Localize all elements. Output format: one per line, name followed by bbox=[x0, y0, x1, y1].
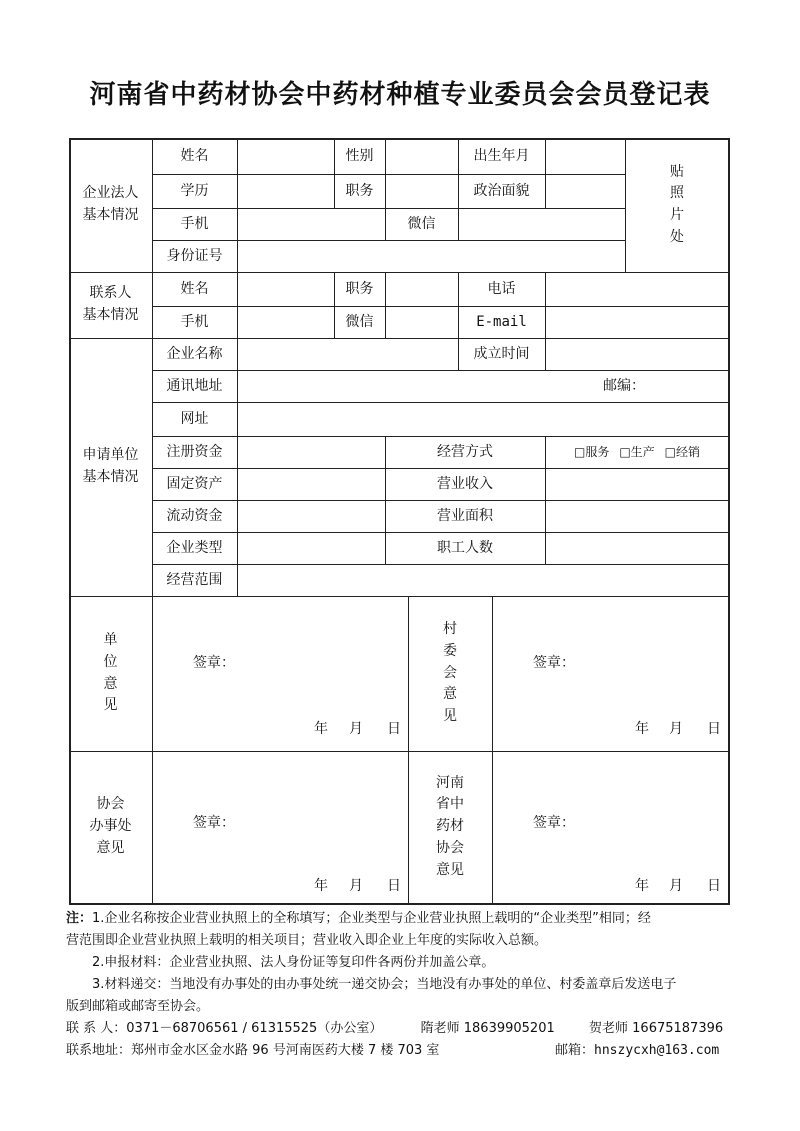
company-type-label: 企业类型 bbox=[166, 539, 223, 556]
email-line bbox=[555, 1039, 719, 1058]
teacher-sui: 隋老师 18639905201 bbox=[420, 1021, 555, 1036]
office-date-month: 月 bbox=[349, 878, 363, 894]
address-line bbox=[66, 1039, 439, 1058]
scope-field[interactable] bbox=[237, 564, 729, 596]
legal-id-label: 身份证号 bbox=[166, 247, 223, 264]
legal-birth-label: 出生年月 bbox=[473, 147, 530, 164]
teacher-he: 贺老师 16675187396 bbox=[589, 1021, 724, 1036]
current-capital-field[interactable] bbox=[237, 500, 385, 532]
footer-address: 郑州市金水区金水路 96 号河南医药大楼 7 楼 703 室 bbox=[131, 1043, 440, 1058]
legal-gender-field[interactable] bbox=[385, 138, 458, 174]
biz-mode-label: 经营方式 bbox=[437, 443, 493, 460]
association-opinion-label: 河南 省中 药材 协会 意见 bbox=[436, 774, 464, 878]
option-service[interactable]: □服务 bbox=[573, 444, 610, 459]
notes-label: 注： bbox=[66, 911, 93, 926]
revenue-label: 营业收入 bbox=[437, 475, 493, 492]
office-date-year: 年 bbox=[314, 878, 328, 894]
company-type-field[interactable] bbox=[237, 532, 385, 564]
founded-field[interactable] bbox=[545, 338, 729, 370]
founded-label: 成立时间 bbox=[473, 345, 530, 362]
contact-wechat-label: 微信 bbox=[345, 313, 374, 330]
contact-tel-label: 电话 bbox=[487, 280, 516, 297]
contact-name-field[interactable] bbox=[237, 272, 334, 306]
website-label: 网址 bbox=[180, 410, 209, 427]
village-date-day: 日 bbox=[707, 721, 721, 737]
address-label: 通讯地址 bbox=[166, 377, 223, 394]
company-name-label: 企业名称 bbox=[166, 345, 223, 362]
mail-label: 邮箱： bbox=[555, 1043, 595, 1058]
legal-name-field[interactable] bbox=[237, 138, 334, 174]
legal-wechat-label: 微信 bbox=[407, 215, 436, 232]
legal-birth-field[interactable] bbox=[545, 138, 625, 174]
company-name-field[interactable] bbox=[237, 338, 458, 370]
legal-position-label: 职务 bbox=[345, 182, 374, 199]
registration-form bbox=[69, 138, 730, 905]
legal-phone-field[interactable] bbox=[237, 208, 385, 240]
village-seal-label: 签章： bbox=[533, 655, 575, 671]
unit-section-label: 申请单位 基本情况 bbox=[82, 447, 139, 485]
unit-date-day: 日 bbox=[387, 721, 401, 737]
contact-tel-field[interactable] bbox=[545, 272, 729, 306]
scope-label: 经营范围 bbox=[166, 571, 223, 588]
staff-label: 职工人数 bbox=[437, 539, 493, 556]
office-date-day: 日 bbox=[387, 878, 401, 894]
contact-position-field[interactable] bbox=[385, 272, 458, 306]
note-1a: 1.企业名称按企业营业执照上的全称填写；企业类型与企业营业执照上载明的“企业类型”相同；经 bbox=[92, 911, 651, 926]
option-production[interactable]: □生产 bbox=[619, 444, 655, 459]
association-seal-label: 签章： bbox=[533, 815, 575, 831]
contact-section-label: 联系人 基本情况 bbox=[82, 285, 139, 323]
village-opinion-label: 村 委 会 意 见 bbox=[443, 621, 457, 725]
association-date-year: 年 bbox=[635, 878, 649, 894]
association-date-day: 日 bbox=[707, 878, 721, 894]
contact-email-field[interactable] bbox=[545, 306, 729, 338]
legal-political-label: 政治面貌 bbox=[473, 182, 530, 199]
contact-name-label: 姓名 bbox=[180, 280, 209, 297]
revenue-field[interactable] bbox=[545, 468, 729, 500]
association-date-month: 月 bbox=[669, 878, 683, 894]
office-opinion-label: 协会 办事处 意见 bbox=[89, 796, 132, 856]
postcode-label: 邮编： bbox=[603, 377, 645, 394]
legal-wechat-field[interactable] bbox=[458, 208, 625, 240]
legal-gender-label: 性别 bbox=[345, 147, 374, 164]
legal-position-field[interactable] bbox=[385, 174, 458, 208]
unit-date-year: 年 bbox=[314, 721, 328, 737]
staff-field[interactable] bbox=[545, 532, 729, 564]
website-field[interactable] bbox=[237, 402, 729, 436]
note-3a: 3.材料递交：当地没有办事处的由办事处统一递交协会；当地没有办事处的单位、村委盖章后发送电子 bbox=[92, 977, 677, 992]
legal-phone-label: 手机 bbox=[180, 215, 209, 232]
footer-email[interactable]: hnszycxh@163.com bbox=[594, 1043, 720, 1058]
address-field[interactable] bbox=[237, 370, 557, 402]
legal-name-label: 姓名 bbox=[180, 147, 209, 164]
unit-seal-label: 签章： bbox=[193, 655, 235, 671]
legal-education-label: 学历 bbox=[180, 182, 209, 199]
reg-capital-label: 注册资金 bbox=[166, 443, 223, 460]
contact-phone-label: 手机 bbox=[180, 313, 209, 330]
office-phone: 0371－68706561 / 61315525（办公室） bbox=[126, 1021, 383, 1036]
biz-mode-options bbox=[545, 436, 729, 468]
address-label-footer: 联系地址： bbox=[66, 1043, 132, 1058]
note-3b: 版到邮箱或邮寄至协会。 bbox=[66, 999, 210, 1014]
legal-education-field[interactable] bbox=[237, 174, 334, 208]
village-date-year: 年 bbox=[635, 721, 649, 737]
form-title: 河南省中药材协会中药材种植专业委员会会员登记表 bbox=[89, 80, 711, 110]
unit-opinion-label: 单 位 意 见 bbox=[103, 632, 118, 714]
contact-email-label: E-mail bbox=[476, 313, 527, 330]
office-seal-label: 签章： bbox=[193, 815, 235, 831]
current-capital-label: 流动资金 bbox=[166, 507, 223, 524]
contact-phone-field[interactable] bbox=[237, 306, 334, 338]
contact-wechat-field[interactable] bbox=[385, 306, 458, 338]
photo-placeholder: 贴 照 片 处 bbox=[670, 163, 684, 245]
postcode-field[interactable] bbox=[659, 370, 729, 402]
option-distribution[interactable]: □经销 bbox=[664, 444, 701, 459]
area-label: 营业面积 bbox=[437, 507, 493, 524]
contact-position-label: 职务 bbox=[345, 280, 374, 297]
area-field[interactable] bbox=[545, 500, 729, 532]
fixed-assets-label: 固定资产 bbox=[166, 475, 223, 492]
contact-people-label: 联 系 人： bbox=[66, 1021, 127, 1036]
legal-political-field[interactable] bbox=[545, 174, 625, 208]
unit-date-month: 月 bbox=[349, 721, 363, 737]
village-date-month: 月 bbox=[669, 721, 683, 737]
legal-section-label: 企业法人 基本情况 bbox=[82, 185, 139, 223]
legal-id-field[interactable] bbox=[237, 240, 625, 272]
fixed-assets-field[interactable] bbox=[237, 468, 385, 500]
notes bbox=[66, 908, 736, 1018]
note-1b: 营范围即企业营业执照上载明的相关项目；营业收入即企业上年度的实际收入总额。 bbox=[66, 933, 548, 948]
contact-line bbox=[66, 1017, 723, 1036]
reg-capital-field[interactable] bbox=[237, 436, 385, 468]
note-2: 2.申报材料：企业营业执照、法人身份证等复印件各两份并加盖公章。 bbox=[92, 955, 495, 970]
